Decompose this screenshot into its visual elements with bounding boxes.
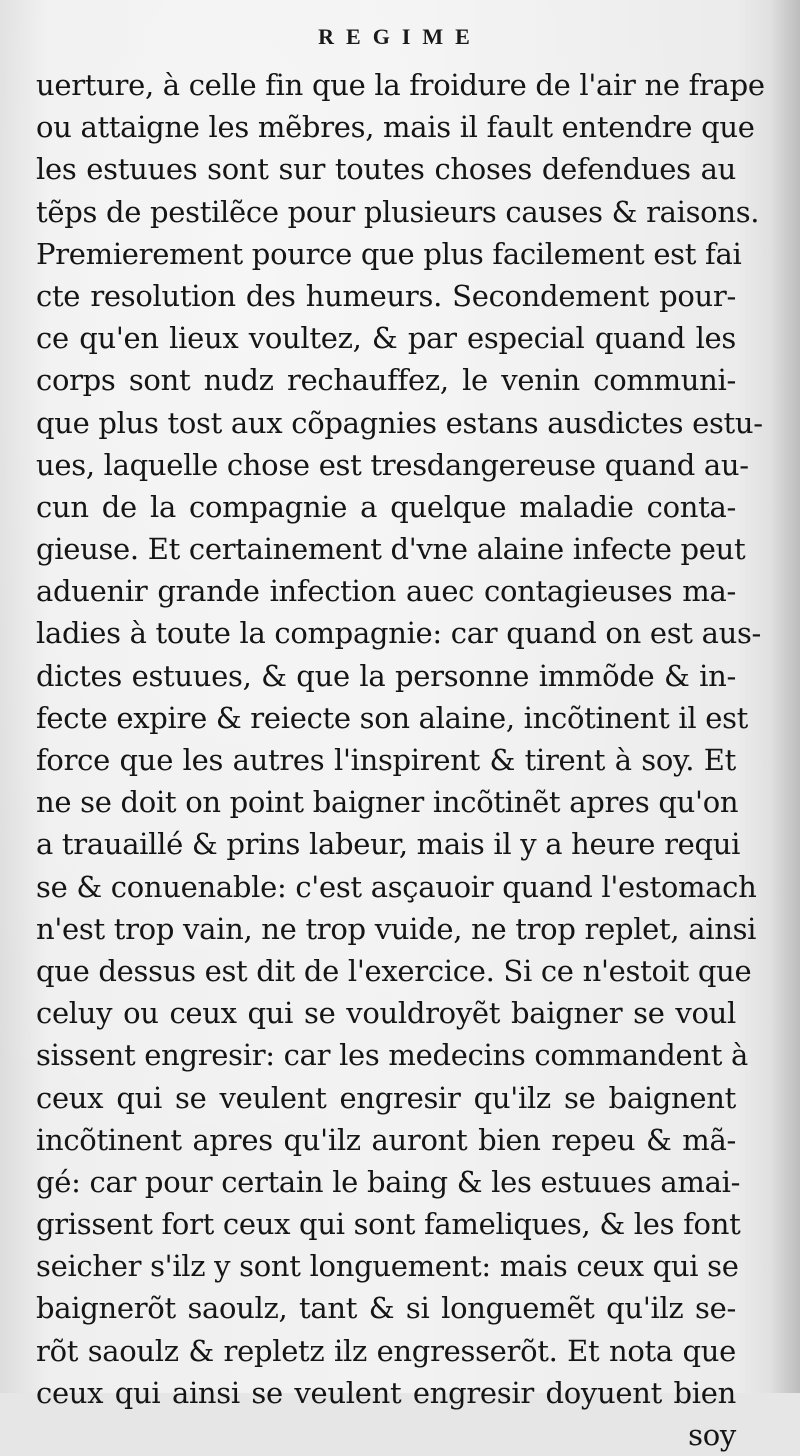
text-line: gé: car pour certain le baing & les estuues amai-	[36, 1164, 741, 1199]
text-line: ceux qui ainsi se veulent engresir doyuent bien	[36, 1375, 736, 1410]
text-line: ues, laquelle chose est tresdangereuse quand au-	[36, 447, 749, 482]
text-line: cte resolution des humeurs. Secondement pour-	[36, 278, 736, 313]
text-line: rõt saoulz & repletz ilz engresserõt. Et nota que	[36, 1333, 736, 1368]
text-line: cun de la compagnie a quelque maladie conta-	[36, 489, 736, 524]
text-line: force que les autres l'inspirent & tirent à soy. Et	[36, 743, 736, 777]
text-line: uerture, à celle fin que la froidure de l'air ne frape	[36, 68, 765, 102]
text-line: corps sont nudz rechauffez, le venin communi-	[36, 363, 736, 398]
running-header: REGIME	[318, 24, 482, 49]
text-line: celuy ou ceux qui se vouldroyẽt baigner se voul	[36, 996, 736, 1031]
text-line: sissent engresir: car les medecins commandent à	[36, 1038, 749, 1073]
catchword: soy	[688, 1418, 736, 1452]
text-line: baignerõt saoulz, tant & si longuemẽt qu'ilz se-	[36, 1291, 736, 1326]
text-line: gieuse. Et certainement d'vne alaine infecte peut	[36, 532, 746, 567]
text-line: ne se doit on point baigner incõtinẽt apres qu'on	[36, 785, 739, 820]
text-line: seicher s'ilz y sont longuement: mais ceux qui se	[36, 1249, 739, 1284]
text-line: grissent fort ceux qui sont fameliques, & les font	[36, 1207, 741, 1242]
text-line: se & conuenable: c'est asçauoir quand l'estomach	[36, 869, 757, 904]
text-line: a trauaillé & prins labeur, mais il y a heure requi	[36, 827, 741, 862]
text-line: ou attaigne les mẽbres, mais il fault entendre que	[36, 110, 755, 145]
page-edge-shadow	[770, 0, 800, 1393]
text-line: que dessus est dit de l'exercice. Si ce n'estoit que	[36, 953, 752, 988]
text-line: ceux qui se veulent engresir qu'ilz se baignent	[36, 1080, 736, 1115]
text-line: Premierement pource que plus facilement est fai	[36, 236, 742, 271]
text-line: dictes estuues, & que la personne immõde & in-	[36, 658, 736, 693]
text-line: aduenir grande infection auec contagieuses ma-	[36, 574, 736, 609]
text-line: incõtinent apres qu'ilz auront bien repeu & mã-	[36, 1122, 736, 1157]
body-text	[36, 64, 765, 1456]
text-line: ladies à toute la compagnie: car quand on est aus-	[36, 616, 762, 651]
text-line: ce qu'en lieux voultez, & par especial quand les	[36, 321, 736, 356]
text-line: n'est trop vain, ne trop vuide, ne trop replet, ainsi	[36, 911, 757, 946]
text-line: que plus tost aux cõpagnies estans ausdictes estu-	[36, 405, 763, 440]
text-line: fecte expire & reiecte son alaine, incõtinent il est	[36, 700, 749, 735]
text-line: les estuues sont sur toutes choses defendues au	[36, 152, 736, 187]
text-line: tẽps de pestilẽce pour plusieurs causes & raisons.	[36, 194, 760, 229]
